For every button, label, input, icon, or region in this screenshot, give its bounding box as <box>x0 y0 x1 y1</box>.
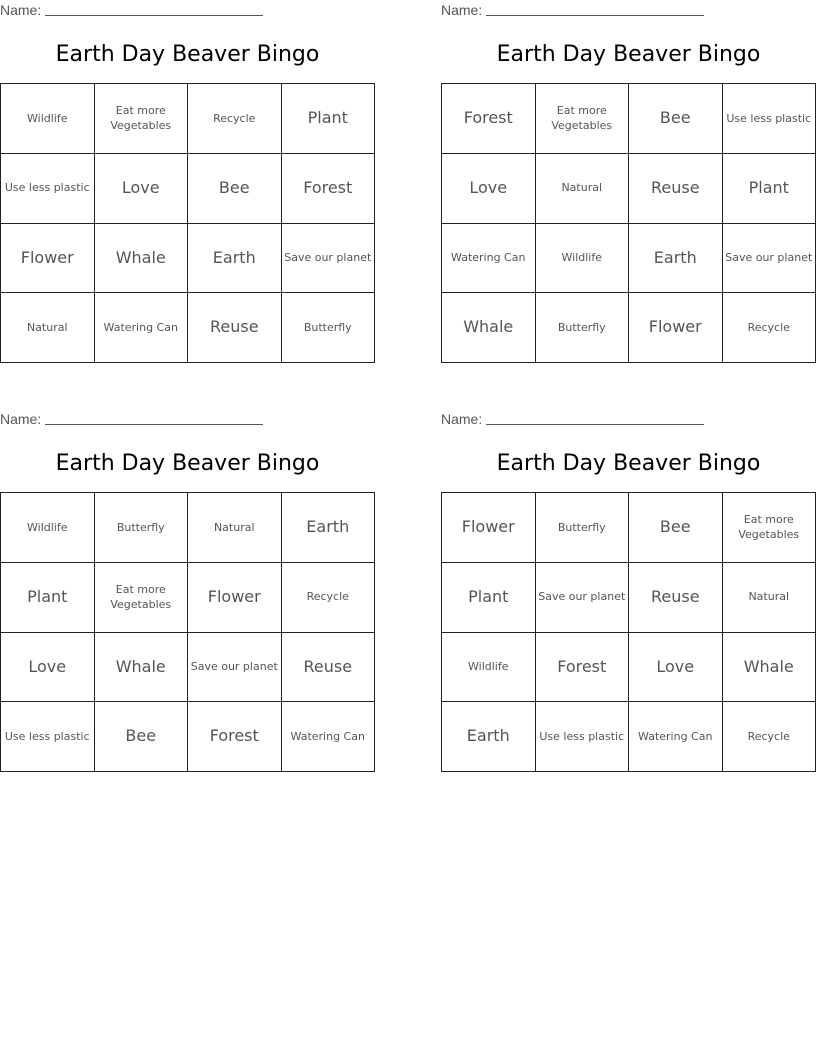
bingo-cell: Natural <box>723 563 816 633</box>
bingo-cell: Recycle <box>188 84 282 154</box>
bingo-cell: Eat more Vegetables <box>95 84 189 154</box>
bingo-cell: Use less plastic <box>536 702 630 772</box>
bingo-cell: Earth <box>188 224 282 294</box>
bingo-cell: Plant <box>1 563 95 633</box>
bingo-cell: Natural <box>188 493 282 563</box>
bingo-cell: Eat more Vegetables <box>536 84 630 154</box>
name-label: Name: <box>0 2 42 18</box>
bingo-cell: Forest <box>188 702 282 772</box>
bingo-cell: Eat more Vegetables <box>723 493 816 563</box>
name-blank-line <box>45 2 263 16</box>
bingo-cell: Butterfly <box>95 493 189 563</box>
bingo-cell: Bee <box>95 702 189 772</box>
bingo-grid <box>0 83 375 363</box>
bingo-cell: Reuse <box>629 154 723 224</box>
bingo-cell: Reuse <box>188 293 282 363</box>
bingo-cell: Plant <box>442 563 536 633</box>
bingo-cell: Natural <box>536 154 630 224</box>
bingo-cell: Save our planet <box>536 563 630 633</box>
bingo-cell: Forest <box>536 633 630 703</box>
bingo-cell: Love <box>442 154 536 224</box>
name-label: Name: <box>441 411 483 427</box>
bingo-cell: Flower <box>629 293 723 363</box>
name-blank-line <box>486 411 704 425</box>
bingo-cell: Watering Can <box>95 293 189 363</box>
bingo-grid <box>0 492 375 772</box>
name-blank-line <box>45 411 263 425</box>
bingo-cell: Whale <box>442 293 536 363</box>
bingo-cell: Bee <box>629 84 723 154</box>
name-field <box>0 411 263 429</box>
bingo-cell: Flower <box>1 224 95 294</box>
name-field <box>441 411 704 429</box>
bingo-cell: Reuse <box>282 633 376 703</box>
bingo-cell: Save our planet <box>282 224 376 294</box>
bingo-cell: Watering Can <box>442 224 536 294</box>
bingo-grid <box>441 83 816 363</box>
bingo-cell: Butterfly <box>536 293 630 363</box>
bingo-cell: Recycle <box>723 702 816 772</box>
bingo-cell: Whale <box>95 633 189 703</box>
bingo-cell: Earth <box>629 224 723 294</box>
bingo-cell: Use less plastic <box>1 702 95 772</box>
bingo-cell: Bee <box>629 493 723 563</box>
bingo-cell: Recycle <box>282 563 376 633</box>
bingo-cell: Wildlife <box>536 224 630 294</box>
bingo-cell: Save our planet <box>723 224 816 294</box>
bingo-cell: Natural <box>1 293 95 363</box>
bingo-cell: Butterfly <box>282 293 376 363</box>
card-title: Earth Day Beaver Bingo <box>55 451 320 476</box>
name-field <box>0 2 263 20</box>
bingo-cell: Wildlife <box>442 633 536 703</box>
bingo-cell: Love <box>95 154 189 224</box>
bingo-cell: Use less plastic <box>723 84 816 154</box>
bingo-cell: Save our planet <box>188 633 282 703</box>
bingo-cell: Plant <box>282 84 376 154</box>
bingo-card-2 <box>441 0 816 364</box>
card-title: Earth Day Beaver Bingo <box>496 451 761 476</box>
bingo-cell: Plant <box>723 154 816 224</box>
bingo-cell: Reuse <box>629 563 723 633</box>
card-title: Earth Day Beaver Bingo <box>496 42 761 67</box>
bingo-cell: Use less plastic <box>1 154 95 224</box>
bingo-cell: Watering Can <box>282 702 376 772</box>
bingo-cell: Bee <box>188 154 282 224</box>
bingo-cell: Whale <box>723 633 816 703</box>
bingo-cell: Love <box>629 633 723 703</box>
bingo-cell: Forest <box>282 154 376 224</box>
bingo-cell: Butterfly <box>536 493 630 563</box>
bingo-cell: Flower <box>442 493 536 563</box>
bingo-card-3 <box>0 409 375 773</box>
bingo-cell: Recycle <box>723 293 816 363</box>
bingo-cell: Forest <box>442 84 536 154</box>
bingo-cell: Earth <box>282 493 376 563</box>
bingo-card-1 <box>0 0 375 364</box>
name-field <box>441 2 704 20</box>
name-blank-line <box>486 2 704 16</box>
bingo-card-4 <box>441 409 816 773</box>
name-label: Name: <box>441 2 483 18</box>
bingo-cell: Whale <box>95 224 189 294</box>
bingo-cell: Watering Can <box>629 702 723 772</box>
bingo-cell: Love <box>1 633 95 703</box>
bingo-cell: Earth <box>442 702 536 772</box>
bingo-cell: Wildlife <box>1 84 95 154</box>
bingo-grid <box>441 492 816 772</box>
bingo-cell: Eat more Vegetables <box>95 563 189 633</box>
card-title: Earth Day Beaver Bingo <box>55 42 320 67</box>
bingo-cell: Wildlife <box>1 493 95 563</box>
bingo-cell: Flower <box>188 563 282 633</box>
name-label: Name: <box>0 411 42 427</box>
